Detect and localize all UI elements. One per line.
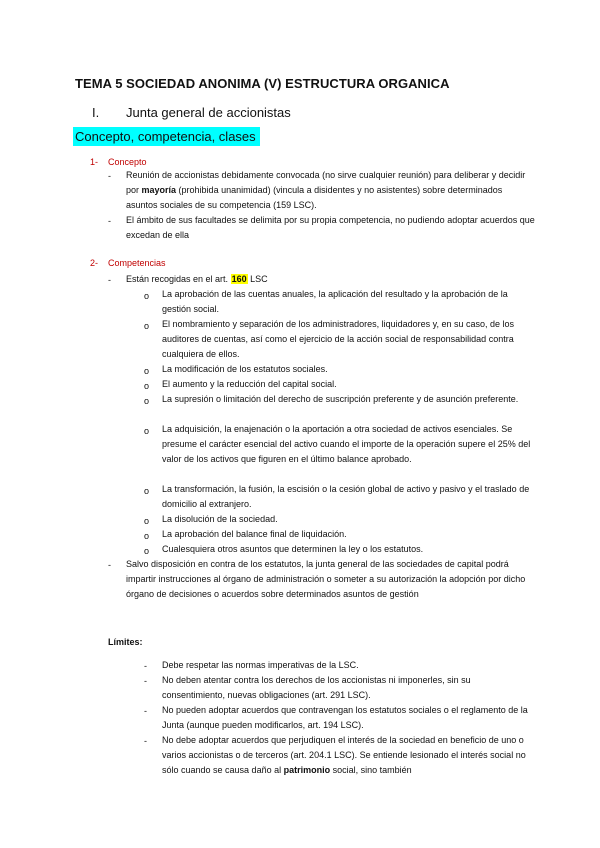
limite-item-3: No pueden adoptar acuerdos que contravengan los estatutos sociales o el reglamento de la Junta (aunque pueden modificarlos, art. 194 LSC). bbox=[162, 705, 528, 730]
salvo-dash: - bbox=[108, 560, 111, 570]
competencias-heading bbox=[90, 258, 166, 268]
competencia-item-9: La aprobación del balance final de liquidación. bbox=[162, 529, 347, 539]
bullet-6: o bbox=[144, 426, 150, 436]
limite-item-4-text-b: social, sino también bbox=[330, 765, 412, 775]
bullet-1: o bbox=[144, 291, 150, 301]
bullet-8: o bbox=[144, 516, 150, 526]
bullet-9: o bbox=[144, 531, 150, 541]
concepto-label: Concepto bbox=[108, 157, 147, 167]
competencias-intro-law: LSC bbox=[247, 274, 268, 284]
competencias-label: Competencias bbox=[108, 258, 166, 268]
limite-item-1: Debe respetar las normas imperativas de la LSC. bbox=[162, 660, 359, 670]
concepto-item-1-bold: mayoría bbox=[141, 185, 177, 195]
bullet-7: o bbox=[144, 486, 150, 496]
bullet-2: o bbox=[144, 321, 150, 331]
limites-heading: Límites: bbox=[108, 637, 143, 647]
competencias-intro-text: Están recogidas en el art. bbox=[126, 274, 231, 284]
concepto-item-1 bbox=[126, 168, 526, 213]
concepto-item-1-text-a: Reunión de accionistas debidamente convocada (no sirve cualquier reunión) para deliberar y decidir por bbox=[126, 170, 526, 195]
competencia-item-2: El nombramiento y separación de los administradores, liquidadores y, en su caso, de los auditores de cuentas, así como el ejercicio de la acción social de responsabilidad contra cualquiera de ellos. bbox=[162, 319, 515, 359]
competencia-item-1: La aprobación de las cuentas anuales, la aplicación del resultado y la aprobación de la gestión social. bbox=[162, 289, 508, 314]
competencia-item-4: El aumento y la reducción del capital social. bbox=[162, 379, 337, 389]
limite-item-4 bbox=[162, 733, 534, 778]
limite-dash-4: - bbox=[144, 736, 147, 746]
limite-item-2: No deben atentar contra los derechos de los accionistas ni imponerles, sin su consentimiento, nuevas obligaciones (art. 291 LSC). bbox=[162, 675, 471, 700]
competencia-item-6: La adquisición, la enajenación o la aportación a otra sociedad de activos esenciales. Se presume el carácter esencial del activo cuando el importe de la operación supere el 25% del valor de los activos que figuren en el último balance aprobado. bbox=[162, 424, 531, 464]
bullet-3: o bbox=[144, 366, 150, 376]
limite-dash-3: - bbox=[144, 706, 147, 716]
bullet-4: o bbox=[144, 381, 150, 391]
competencias-intro-dash: - bbox=[108, 275, 111, 285]
concepto-number: 1- bbox=[90, 157, 99, 167]
limite-dash-2: - bbox=[144, 676, 147, 686]
section-title: Junta general de accionistas bbox=[126, 105, 291, 120]
document-title: TEMA 5 SOCIEDAD ANONIMA (V) ESTRUCTURA ORGANICA bbox=[75, 76, 450, 91]
section-number: I. bbox=[92, 105, 100, 120]
competencia-item-3: La modificación de los estatutos sociales. bbox=[162, 364, 328, 374]
bullet-10: o bbox=[144, 546, 150, 556]
concepto-item-2: El ámbito de sus facultades se delimita por su propia competencia, no pudiendo adoptar acuerdos que excedan de ella bbox=[126, 215, 535, 240]
concepto-item-1-text-b: (prohibida unanimidad) (vincula a disidentes y no asistentes) sobre determinados asuntos sociales de su competencia (159 LSC). bbox=[126, 185, 503, 210]
limite-item-4-bold: patrimonio bbox=[283, 765, 331, 775]
salvo-paragraph: Salvo disposición en contra de los estatutos, la junta general de las sociedades de capital podrá impartir instrucciones al órgano de administración o someter a su autorización la adopción por dicho órgano de decisiones o acuerdos sobre determinados asuntos de gestión bbox=[126, 559, 526, 599]
highlighted-heading: Concepto, competencia, clases bbox=[73, 127, 260, 146]
competencias-number: 2- bbox=[90, 258, 99, 268]
limite-item-4-text-a: No debe adoptar acuerdos que perjudiquen el interés de la sociedad en beneficio de uno o varios accionistas o de terceros (art. 204.1 LSC). Se entiende lesionado el interés social no sólo cuando se causa daño al bbox=[162, 735, 526, 775]
bullet-5: o bbox=[144, 396, 150, 406]
concepto-dash-2: - bbox=[108, 216, 111, 226]
competencia-item-7: La transformación, la fusión, la escisión o la cesión global de activo y pasivo y el traslado de domicilio al extranjero. bbox=[162, 484, 530, 509]
competencias-intro bbox=[126, 272, 426, 287]
concepto-dash-1: - bbox=[108, 171, 111, 181]
article-number-highlight: 160 bbox=[231, 274, 247, 284]
competencia-item-10: Cualesquiera otros asuntos que determinen la ley o los estatutos. bbox=[162, 544, 424, 554]
limite-dash-1: - bbox=[144, 661, 147, 671]
competencia-item-8: La disolución de la sociedad. bbox=[162, 514, 278, 524]
concepto-heading bbox=[90, 157, 147, 167]
competencia-item-5: La supresión o limitación del derecho de suscripción preferente y de asunción preferente. bbox=[162, 394, 519, 404]
